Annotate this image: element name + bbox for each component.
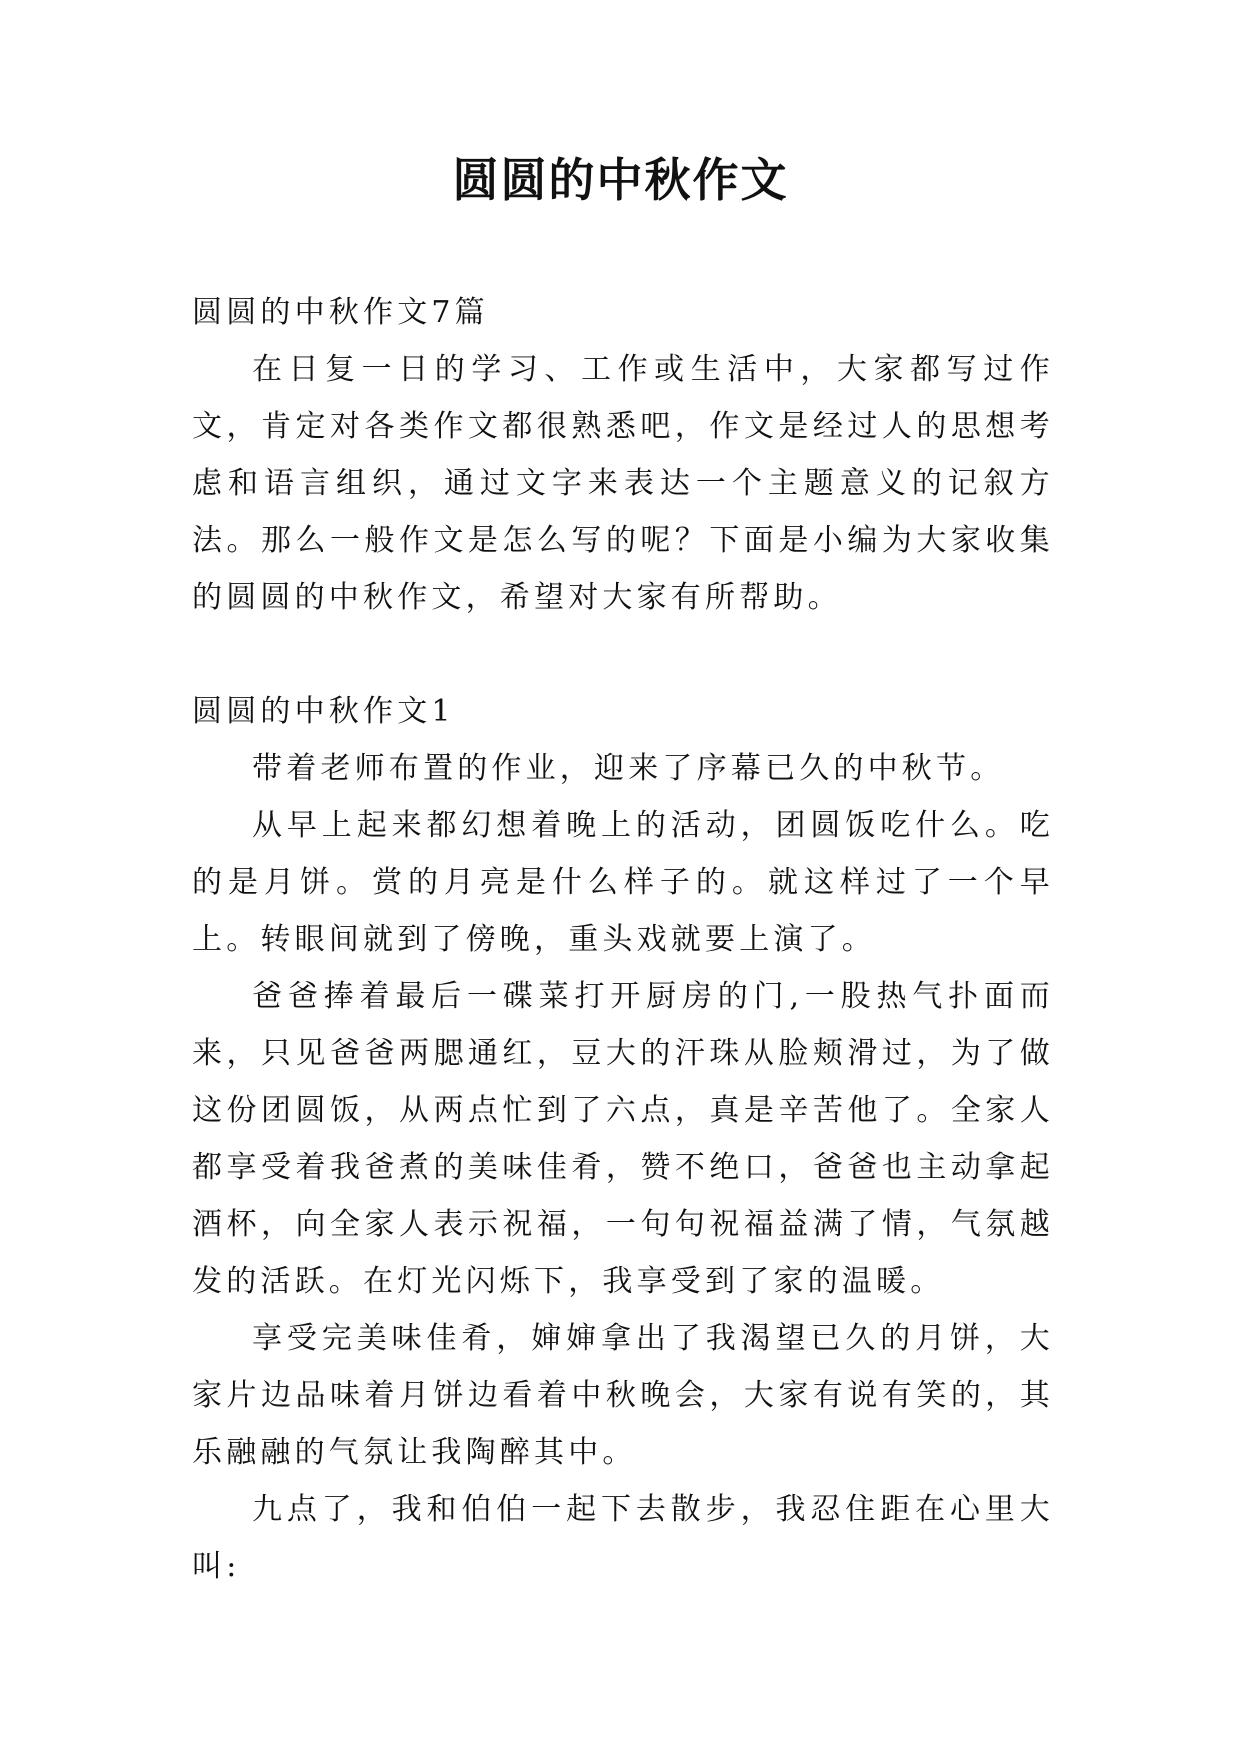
document-subtitle: 圆圆的中秋作文7篇 xyxy=(192,295,489,330)
body-paragraph: 爸爸捧着最后一碟菜打开厨房的门,一股热气扑面而来，只见爸爸两腮通红，豆大的汗珠从脸颊滑过，为了做这份团圆饭，从两点忙到了六点，真是辛苦他了。全家人都享受着我爸煮的美味佳肴，赞不绝口，爸爸也主动拿起酒杯，向全家人表示祝福，一句句祝福益满了情，气氛越发的活跃。在灯光闪烁下，我享受到了家的温暖。 xyxy=(192,979,1054,1299)
document-title: 圆圆的中秋作文 xyxy=(452,153,789,207)
body-paragraph: 享受完美味佳肴，婶婶拿出了我渴望已久的月饼，大家片边品味着月饼边看着中秋晚会，大家有说有笑的，其乐融融的气氛让我陶醉其中。 xyxy=(192,1321,1054,1470)
document-body xyxy=(192,284,1054,1595)
intro-paragraph: 在日复一日的学习、工作或生活中，大家都写过作文，肯定对各类作文都很熟悉吧，作文是经过人的思想考虑和语言组织，通过文字来表达一个主题意义的记叙方法。那么一般作文是怎么写的呢？下面是小编为大家收集的圆圆的中秋作文，希望对大家有所帮助。 xyxy=(192,352,1054,615)
body-paragraph: 带着老师布置的作业，迎来了序幕已久的中秋节。 xyxy=(252,751,1005,786)
body-paragraph: 九点了，我和伯伯一起下去散步，我忍住距在心里大叫: xyxy=(192,1492,1054,1584)
section-heading: 圆圆的中秋作文1 xyxy=(192,694,455,729)
body-paragraph: 从早上起来都幻想着晚上的活动，团圆饭吃什么。吃的是月饼。赏的月亮是什么样子的。就这样过了一个早上。转眼间就到了傍晚，重头戏就要上演了。 xyxy=(192,808,1054,957)
blank-line xyxy=(192,626,1054,683)
